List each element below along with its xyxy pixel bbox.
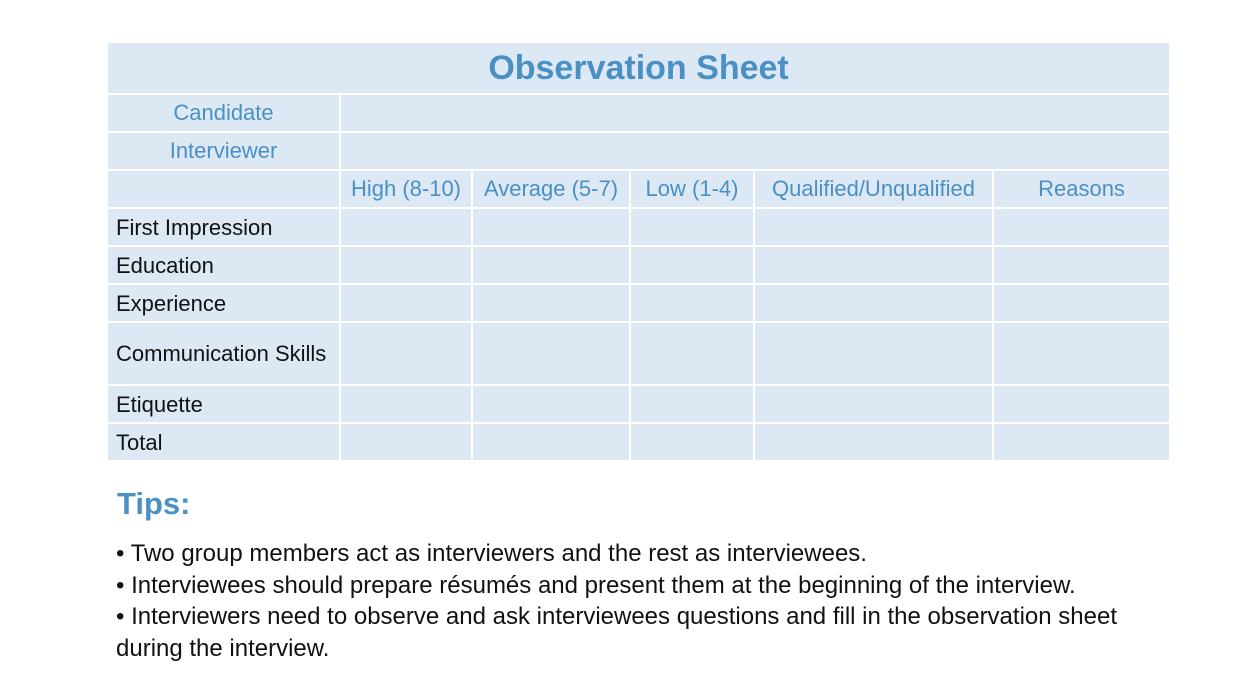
score-cell[interactable] bbox=[472, 322, 630, 385]
table-row bbox=[108, 385, 1169, 423]
sheet-title: Observation Sheet bbox=[108, 43, 1169, 94]
score-cell[interactable] bbox=[754, 385, 993, 423]
score-cell[interactable] bbox=[340, 284, 472, 322]
row-label-first-impression: First Impression bbox=[108, 208, 340, 246]
interviewer-label: Interviewer bbox=[108, 132, 340, 170]
row-label-education: Education bbox=[108, 246, 340, 284]
tips-heading: Tips: bbox=[117, 486, 191, 521]
score-cell[interactable] bbox=[472, 284, 630, 322]
score-cell[interactable] bbox=[340, 322, 472, 385]
score-cell[interactable] bbox=[472, 423, 630, 460]
score-cell[interactable] bbox=[472, 385, 630, 423]
score-cell[interactable] bbox=[993, 246, 1169, 284]
title-row bbox=[108, 43, 1169, 94]
score-cell[interactable] bbox=[993, 385, 1169, 423]
row-label-experience: Experience bbox=[108, 284, 340, 322]
column-header-high: High (8-10) bbox=[340, 170, 472, 208]
score-cell[interactable] bbox=[754, 423, 993, 460]
score-cell[interactable] bbox=[630, 423, 754, 460]
score-cell[interactable] bbox=[630, 322, 754, 385]
interviewer-row bbox=[108, 132, 1169, 170]
score-cell[interactable] bbox=[993, 284, 1169, 322]
score-cell[interactable] bbox=[340, 385, 472, 423]
score-cell[interactable] bbox=[754, 284, 993, 322]
score-cell[interactable] bbox=[472, 208, 630, 246]
observation-table bbox=[108, 43, 1169, 460]
score-cell[interactable] bbox=[472, 246, 630, 284]
row-label-etiquette: Etiquette bbox=[108, 385, 340, 423]
column-header-row bbox=[108, 170, 1169, 208]
score-cell[interactable] bbox=[754, 246, 993, 284]
score-cell[interactable] bbox=[993, 423, 1169, 460]
observation-sheet bbox=[108, 43, 1169, 460]
row-label-total: Total bbox=[108, 423, 340, 460]
header-corner-cell bbox=[108, 170, 340, 208]
score-cell[interactable] bbox=[754, 322, 993, 385]
table-row bbox=[108, 284, 1169, 322]
column-header-reasons: Reasons bbox=[993, 170, 1169, 208]
candidate-row bbox=[108, 94, 1169, 132]
table-row bbox=[108, 246, 1169, 284]
score-cell[interactable] bbox=[630, 385, 754, 423]
candidate-label: Candidate bbox=[108, 94, 340, 132]
table-row bbox=[108, 423, 1169, 460]
score-cell[interactable] bbox=[630, 246, 754, 284]
candidate-field[interactable] bbox=[340, 94, 1169, 132]
score-cell[interactable] bbox=[340, 246, 472, 284]
tip-item: • Interviewers need to observe and ask interviewees questions and fill in the observation sheet during the interview. bbox=[116, 603, 1117, 662]
interviewer-field[interactable] bbox=[340, 132, 1169, 170]
table-row bbox=[108, 208, 1169, 246]
row-label-communication-skills: Communication Skills bbox=[108, 322, 340, 385]
tip-item: • Two group members act as interviewers and the rest as interviewees. bbox=[116, 540, 867, 567]
score-cell[interactable] bbox=[630, 284, 754, 322]
score-cell[interactable] bbox=[630, 208, 754, 246]
table-row bbox=[108, 322, 1169, 385]
score-cell[interactable] bbox=[754, 208, 993, 246]
score-cell[interactable] bbox=[993, 322, 1169, 385]
score-cell[interactable] bbox=[340, 423, 472, 460]
tip-item: • Interviewees should prepare résumés and present them at the beginning of the interview. bbox=[116, 571, 1076, 599]
score-cell[interactable] bbox=[340, 208, 472, 246]
tips-list bbox=[116, 538, 1176, 664]
column-header-low: Low (1-4) bbox=[630, 170, 754, 208]
column-header-average: Average (5-7) bbox=[472, 170, 630, 208]
score-cell[interactable] bbox=[993, 208, 1169, 246]
column-header-qualified: Qualified/Unqualified bbox=[754, 170, 993, 208]
